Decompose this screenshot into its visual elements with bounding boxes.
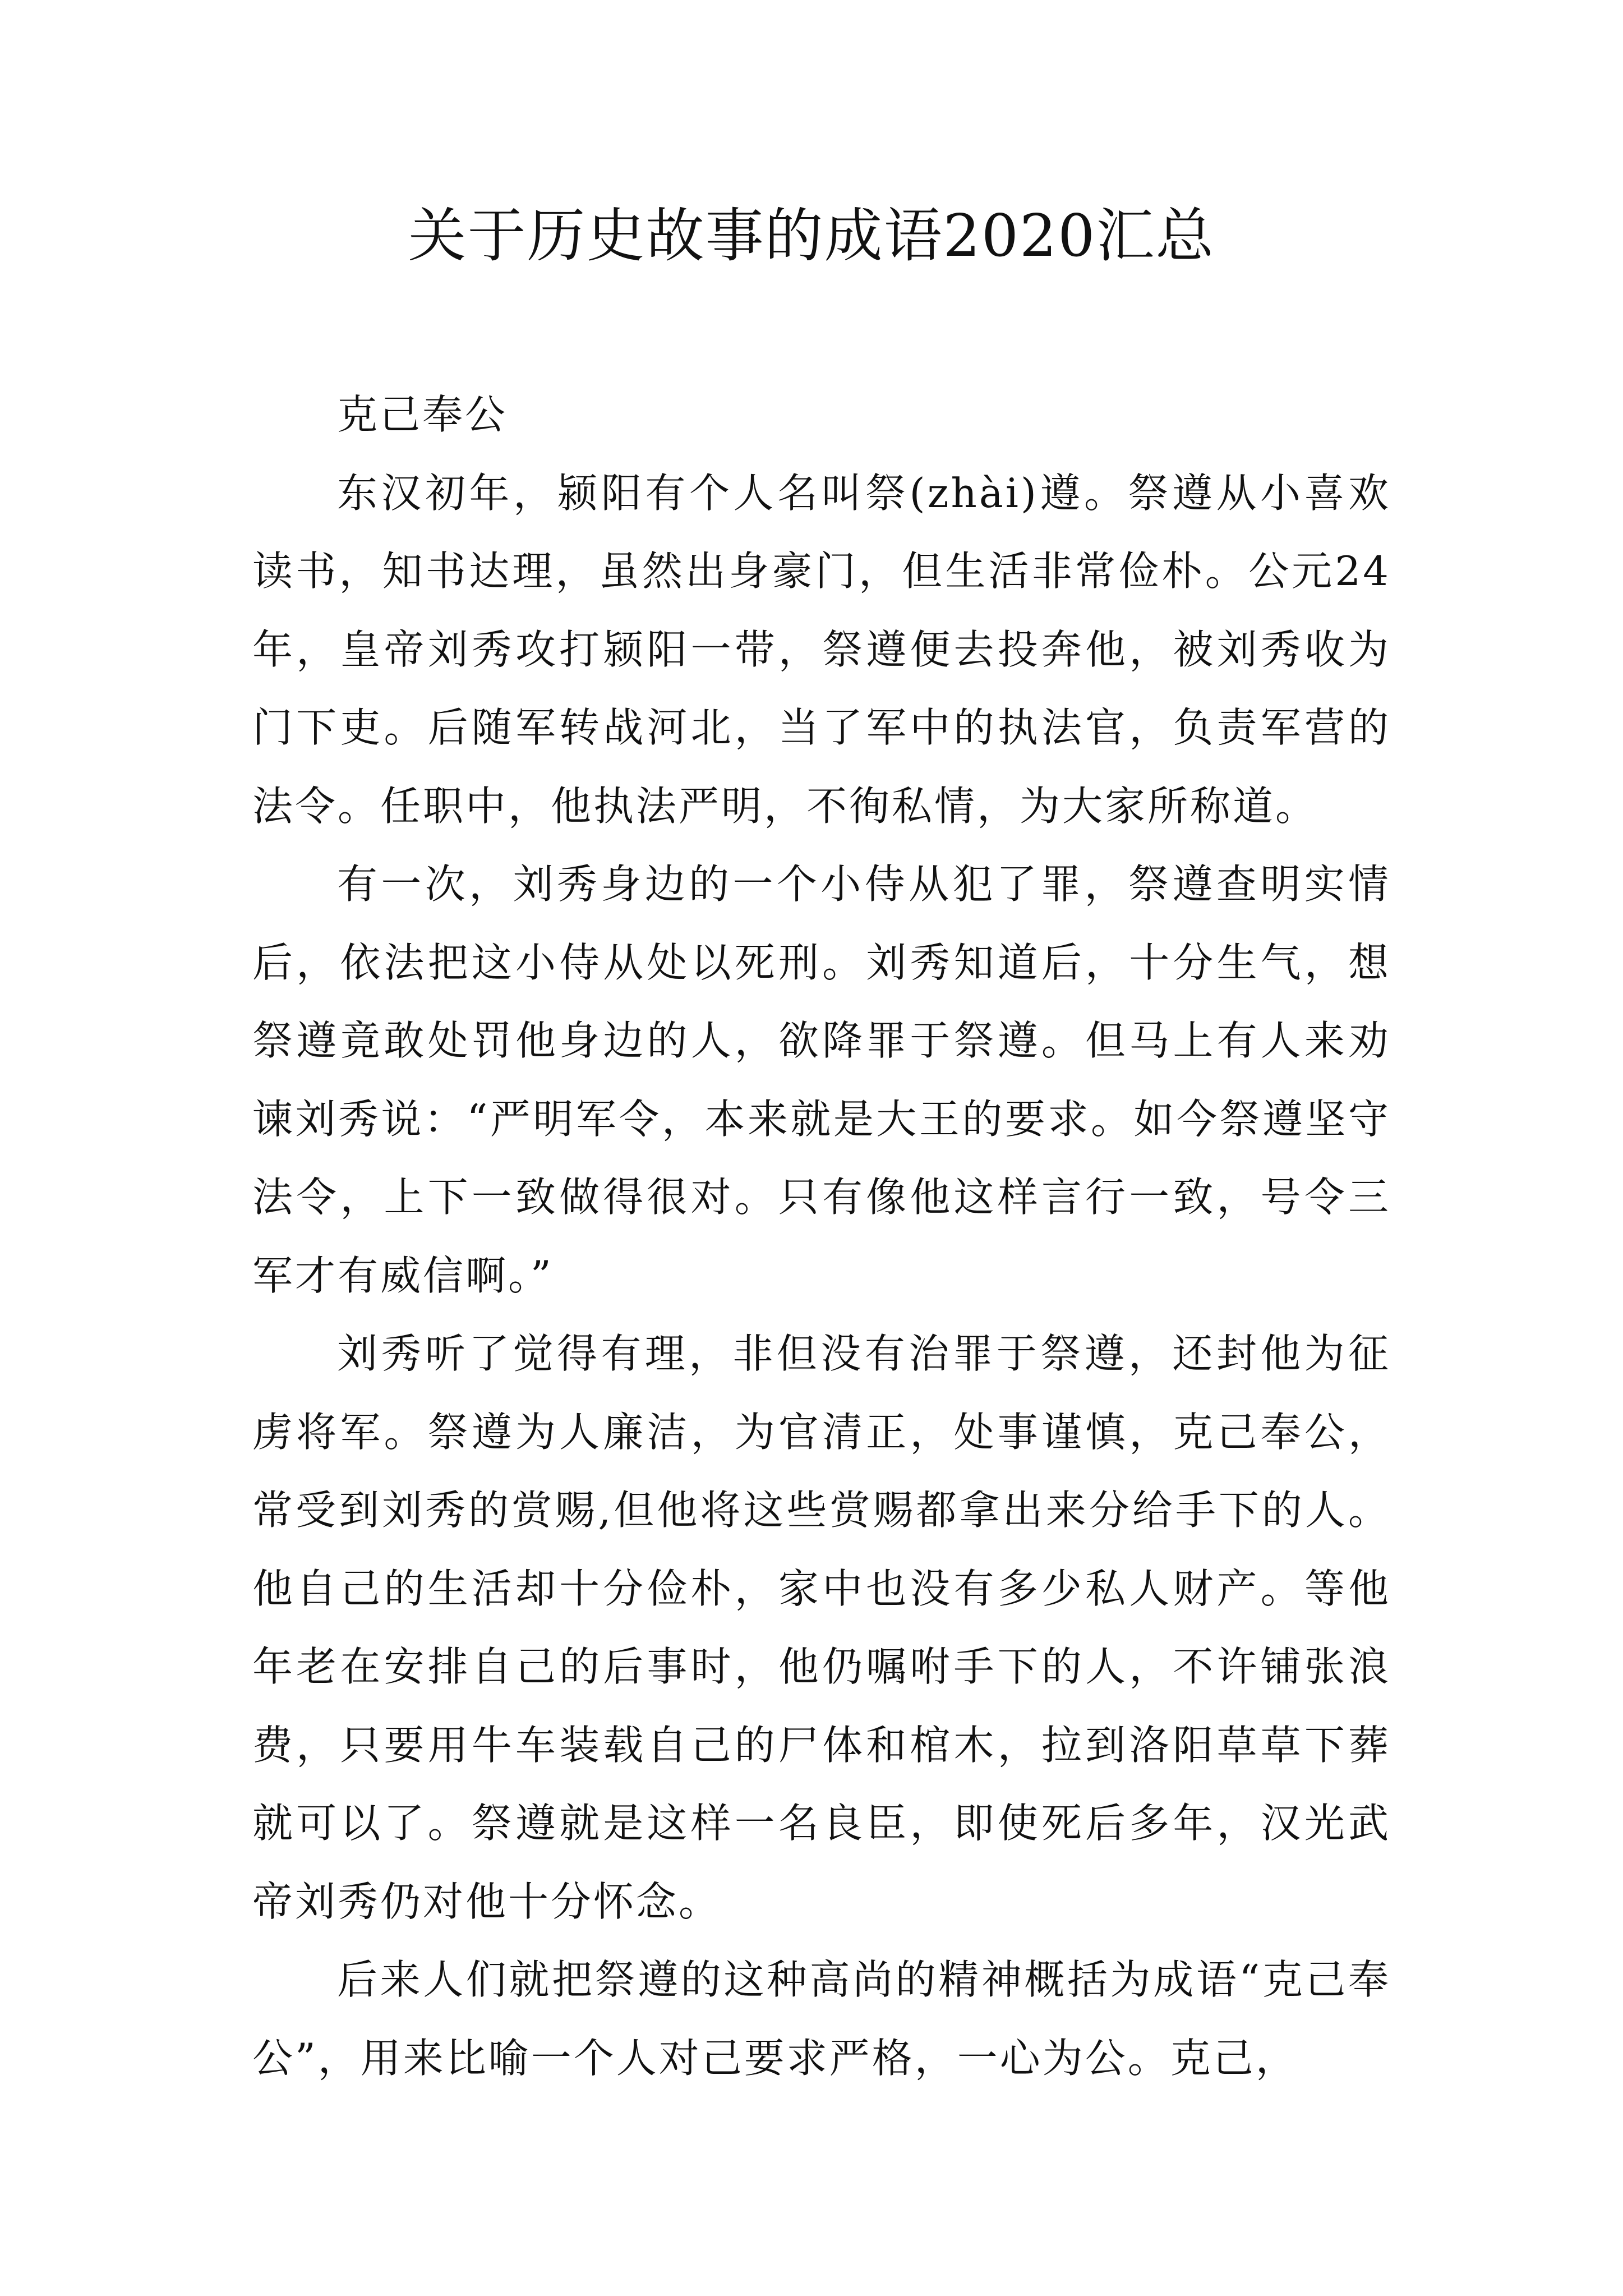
paragraph: 东汉初年，颍阳有个人名叫祭(zhài)遵。祭遵从小喜欢读书，知书达理，虽然出身豪门，但生活非常俭朴。公元24年，皇帝刘秀攻打颍阳一带，祭遵便去投奔他，被刘秀收为门下吏。后随军转战河北，当了军中的执法官，负责军营的法令。任职中，他执法严明，不徇私情，为大家所称道。 [252, 469, 1391, 830]
paragraph: 后来人们就把祭遵的这种高尚的精神概括为成语“克己奉公”，用来比喻一个人对己要求严格，一心为公。克己， [252, 1956, 1391, 2082]
paragraph: 有一次，刘秀身边的一个小侍从犯了罪，祭遵查明实情后，依法把这小侍从处以死刑。刘秀知道后，十分生气，想祭遵竟敢处罚他身边的人，欲降罪于祭遵。但马上有人来劝谏刘秀说：“严明军令，本来就是大王的要求。如今祭遵坚守法令，上下一致做得很对。只有像他这样言行一致，号令三军才有威信啊。” [252, 861, 1391, 1299]
section-heading: 克己奉公 [337, 391, 508, 438]
document-body [252, 376, 1391, 2097]
document-title: 关于历史故事的成语2020汇总 [408, 201, 1215, 270]
paragraph: 刘秀听了觉得有理，非但没有治罪于祭遵，还封他为征虏将军。祭遵为人廉洁，为官清正，处事谨慎，克己奉公，常受到刘秀的赏赐,但他将这些赏赐都拿出来分给手下的人。他自己的生活却十分俭朴，家中也没有多少私人财产。等他年老在安排自己的后事时，他仍嘱咐手下的人，不许铺张浪费，只要用牛车装载自己的尸体和棺木，拉到洛阳草草下葬就可以了。祭遵就是这样一名良臣，即使死后多年，汉光武帝刘秀仍对他十分怀念。 [252, 1330, 1391, 1925]
